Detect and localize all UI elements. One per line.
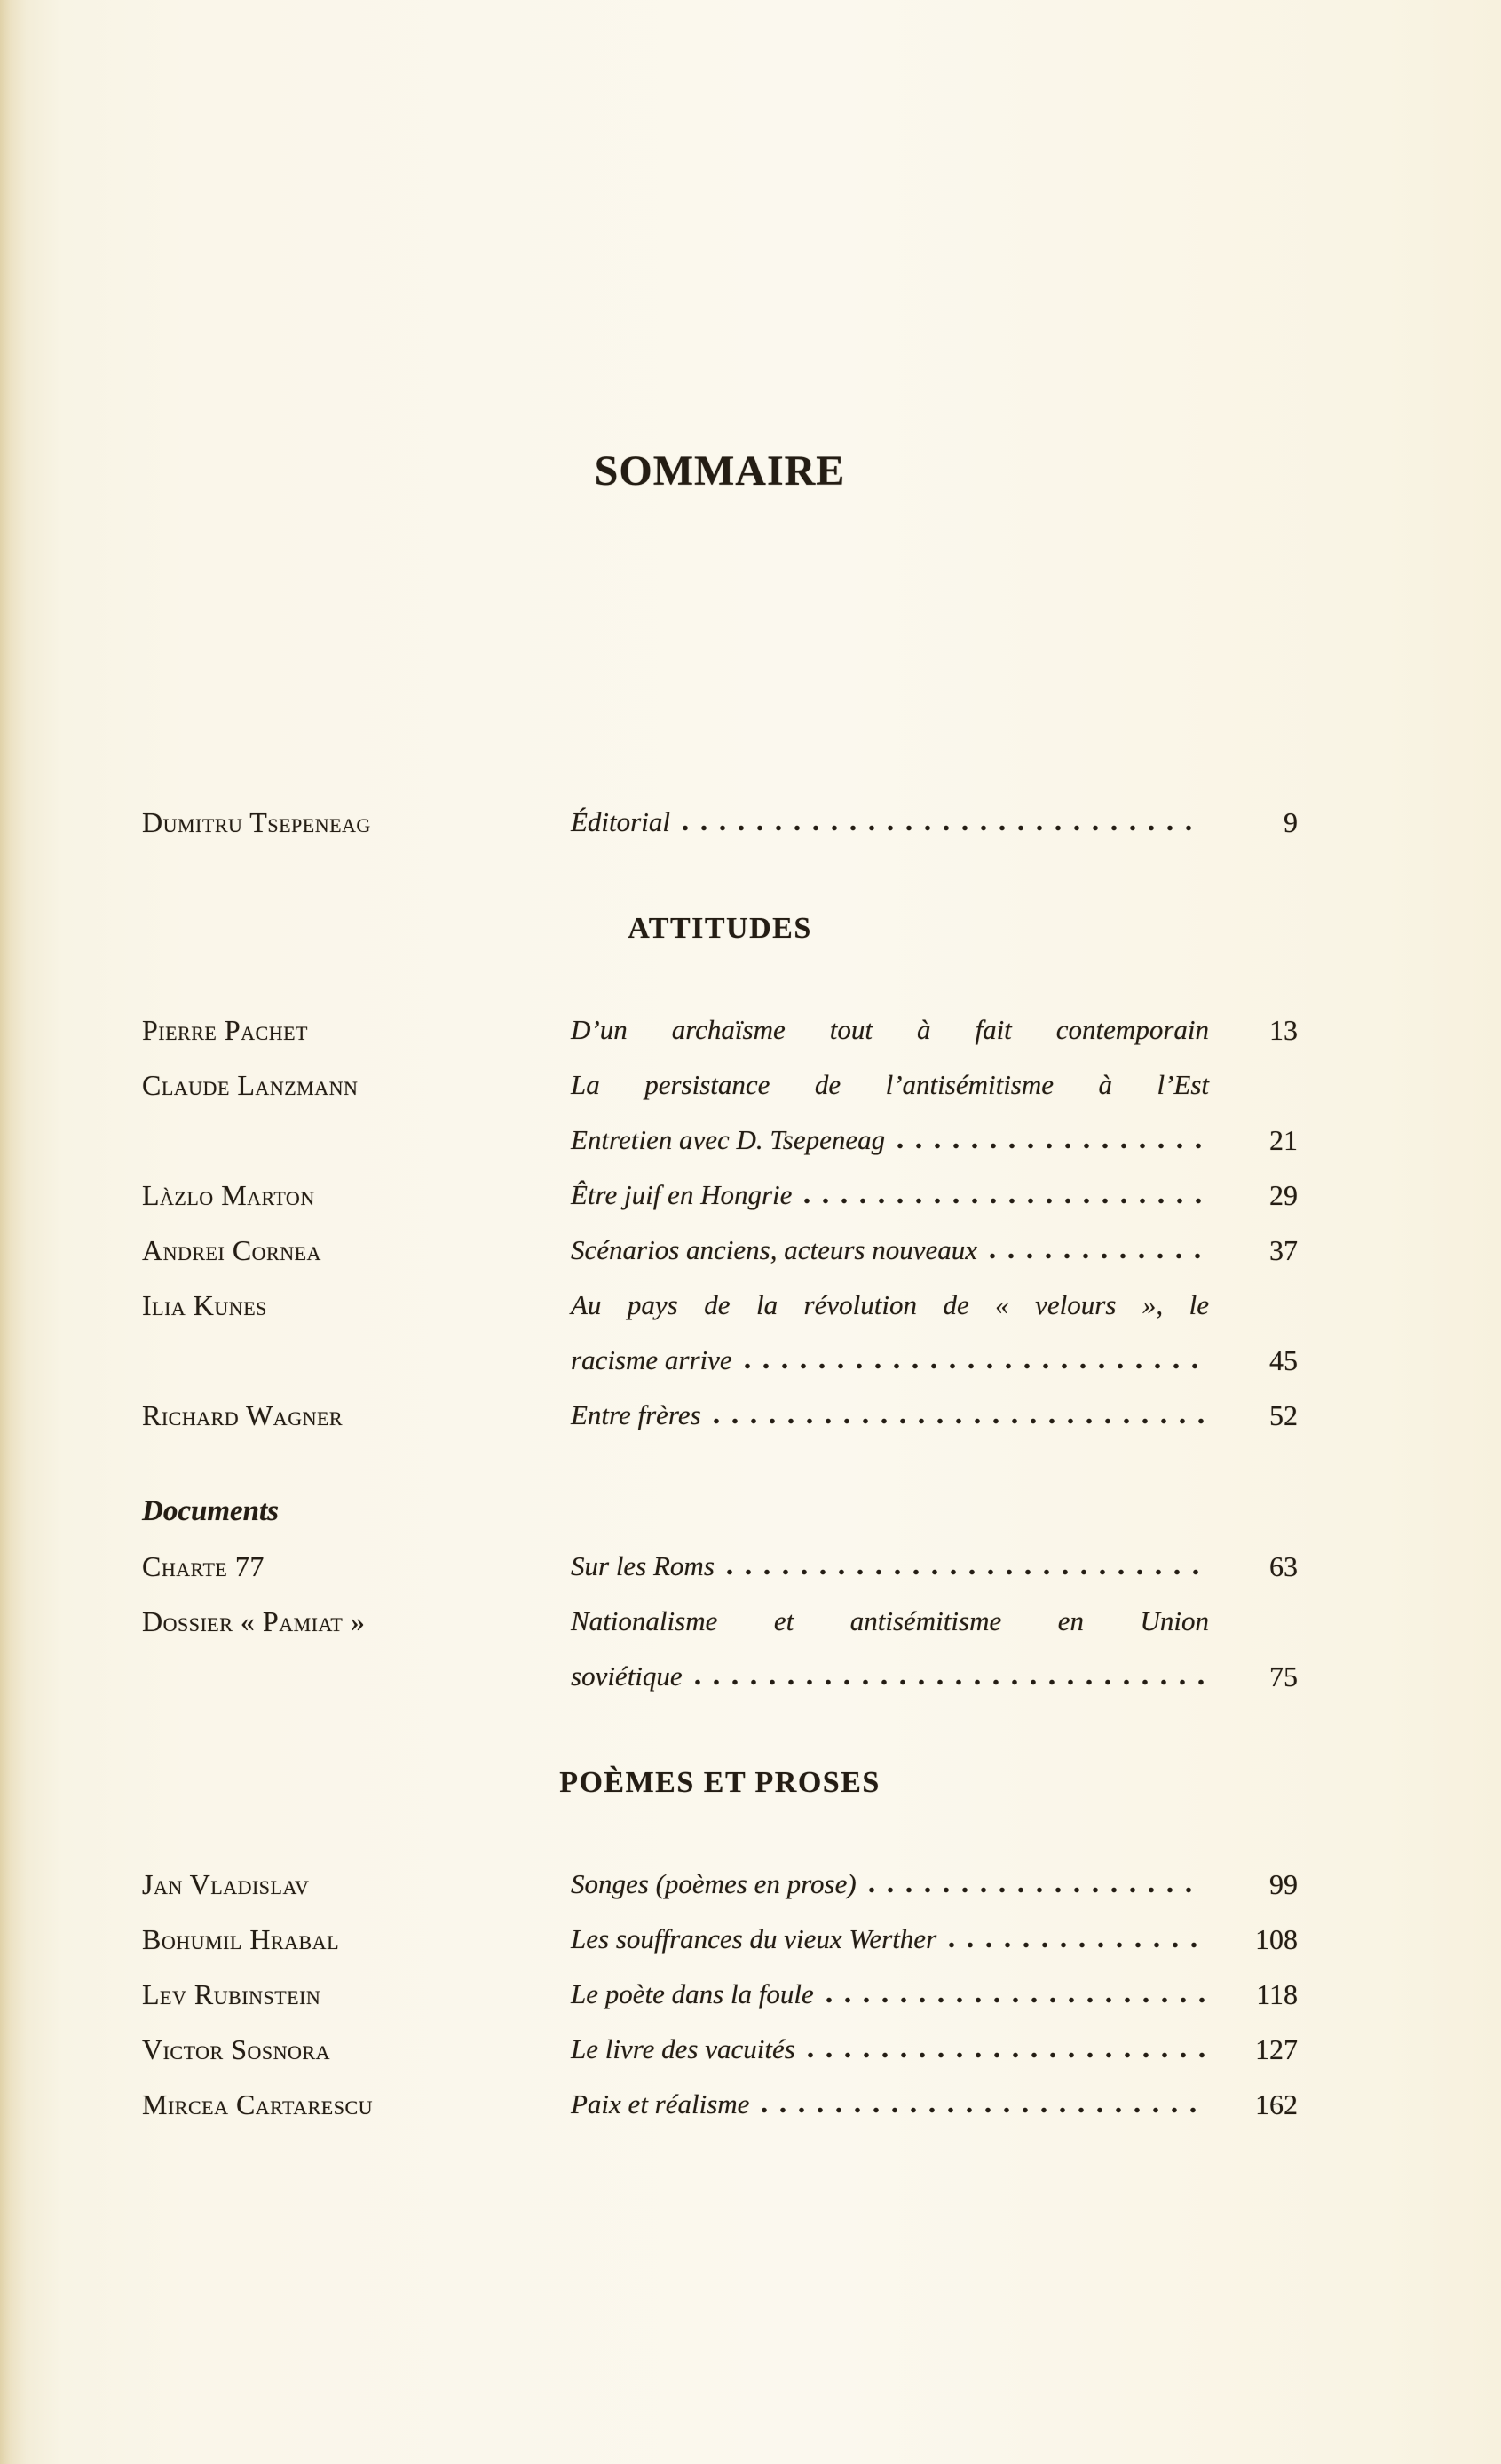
title-line <box>571 1168 1209 1223</box>
page-content <box>142 448 1298 2132</box>
title-line <box>571 1857 1209 1912</box>
subsection-label: Documents <box>142 1495 280 1527</box>
title-line <box>571 795 1209 850</box>
entry-page-number: 52 <box>1269 1399 1298 1431</box>
entry-title <box>571 1058 1209 1168</box>
title-text: Éditorial <box>571 806 670 837</box>
toc-entry <box>142 1058 1298 1168</box>
dot-leader <box>714 1388 1205 1443</box>
dot-leader <box>990 1223 1205 1278</box>
title-line <box>571 1594 1209 1649</box>
toc-entry <box>142 1967 1298 2022</box>
title-text: soviétique <box>571 1660 683 1692</box>
entry-author: Dumitru Tsepeneag <box>142 806 371 838</box>
toc-list <box>142 795 1298 2132</box>
title-line <box>571 2022 1209 2077</box>
entry-title <box>571 2077 1209 2132</box>
section-heading: POÈMES ET PROSES <box>559 1766 881 1799</box>
dot-leader <box>695 1649 1205 1704</box>
toc-entry <box>142 1168 1298 1223</box>
title-line <box>571 1223 1209 1278</box>
entry-page-number: 75 <box>1269 1660 1298 1692</box>
toc-entry <box>142 1594 1298 1704</box>
entry-author: Làzlo Marton <box>142 1179 315 1211</box>
entry-author: Ilia Kunes <box>142 1289 267 1321</box>
title-text: Le livre des vacuités <box>571 2033 795 2064</box>
entry-title <box>571 1967 1209 2022</box>
dot-leader <box>804 1168 1205 1223</box>
entry-page-number: 63 <box>1269 1550 1298 1582</box>
dot-leader <box>745 1333 1205 1388</box>
dot-leader <box>949 1912 1205 1967</box>
entry-title <box>571 1912 1209 1967</box>
title-line <box>571 1912 1209 1967</box>
title-text: La persistance de l’antisémitisme à l’Est <box>571 1069 1209 1100</box>
title-text: Le poète dans la foule <box>571 1978 814 2009</box>
entry-title <box>571 2022 1209 2077</box>
dot-leader <box>727 1539 1205 1594</box>
entry-page-number: 21 <box>1269 1124 1298 1156</box>
entry-author: Jan Vladislav <box>142 1868 310 1900</box>
entry-author: Andrei Cornea <box>142 1234 321 1266</box>
entry-title <box>571 1168 1209 1223</box>
entry-title <box>571 1594 1209 1704</box>
toc-entry <box>142 1223 1298 1278</box>
dot-leader <box>897 1113 1205 1168</box>
title-line <box>571 1113 1209 1168</box>
entry-page-number: 45 <box>1269 1344 1298 1376</box>
entry-page-number: 37 <box>1269 1234 1298 1266</box>
entry-title <box>571 1388 1209 1443</box>
entry-page-number: 29 <box>1269 1179 1298 1211</box>
section-heading: ATTITUDES <box>628 912 812 945</box>
title-text: Songes (poèmes en prose) <box>571 1868 857 1899</box>
toc-entry <box>142 1002 1298 1058</box>
toc-entry <box>142 2022 1298 2077</box>
title-text: Paix et réalisme <box>571 2088 750 2119</box>
title-line <box>571 1649 1209 1704</box>
toc-entry <box>142 1539 1298 1594</box>
title-line <box>571 1278 1209 1333</box>
entry-page-number: 13 <box>1269 1014 1298 1046</box>
dot-leader <box>826 1967 1205 2022</box>
entry-author: Dossier « Pamiat » <box>142 1605 366 1637</box>
dot-leader <box>808 2022 1205 2077</box>
dot-leader <box>869 1857 1205 1912</box>
entry-author: Pierre Pachet <box>142 1014 308 1046</box>
dot-leader <box>683 795 1205 850</box>
title-text: racisme arrive <box>571 1344 732 1375</box>
entry-author: Lev Rubinstein <box>142 1978 321 2010</box>
title-text: Nationalisme et antisémitisme en Union <box>571 1605 1209 1636</box>
toc-entry <box>142 1278 1298 1388</box>
toc-entry <box>142 1912 1298 1967</box>
entry-title <box>571 1857 1209 1912</box>
title-line <box>571 1058 1209 1113</box>
entry-title <box>571 1223 1209 1278</box>
title-line <box>571 1333 1209 1388</box>
entry-author: Charte 77 <box>142 1550 265 1582</box>
entry-page-number: 9 <box>1284 806 1298 838</box>
toc-entry <box>142 2077 1298 2132</box>
title-line <box>571 1967 1209 2022</box>
toc-entry <box>142 1857 1298 1912</box>
entry-page-number: 99 <box>1269 1868 1298 1900</box>
title-line <box>571 2077 1209 2132</box>
entry-author: Victor Sosnora <box>142 2033 330 2065</box>
toc-entry <box>142 795 1298 850</box>
entry-author: Claude Lanzmann <box>142 1069 359 1101</box>
title-line <box>571 1002 1209 1058</box>
entry-author: Bohumil Hrabal <box>142 1923 340 1955</box>
entry-author: Richard Wagner <box>142 1399 344 1431</box>
entry-page-number: 108 <box>1255 1923 1298 1955</box>
title-line <box>571 1388 1209 1443</box>
title-text: Être juif en Hongrie <box>571 1179 793 1210</box>
entry-page-number: 162 <box>1255 2088 1298 2120</box>
title-line <box>571 1539 1209 1594</box>
dot-leader <box>762 2077 1205 2132</box>
title-text: Sur les Roms <box>571 1550 715 1581</box>
entry-title <box>571 795 1209 850</box>
entry-page-number: 127 <box>1255 2033 1298 2065</box>
entry-page-number: 118 <box>1256 1978 1298 2010</box>
toc-entry <box>142 1388 1298 1443</box>
title-text: Entre frères <box>571 1399 701 1430</box>
entry-author: Mircea Cartarescu <box>142 2088 374 2120</box>
title-text: Entretien avec D. Tsepeneag <box>571 1124 886 1155</box>
title-text: D’un archaïsme tout à fait contemporain <box>571 1014 1209 1045</box>
entry-title <box>571 1002 1209 1058</box>
title-text: Les souffrances du vieux Werther <box>571 1923 937 1954</box>
page-title: SOMMAIRE <box>594 448 846 495</box>
entry-title <box>571 1539 1209 1594</box>
title-text: Scénarios anciens, acteurs nouveaux <box>571 1234 977 1265</box>
entry-title <box>571 1278 1209 1388</box>
title-text: Au pays de la révolution de « velours », le <box>571 1289 1209 1320</box>
